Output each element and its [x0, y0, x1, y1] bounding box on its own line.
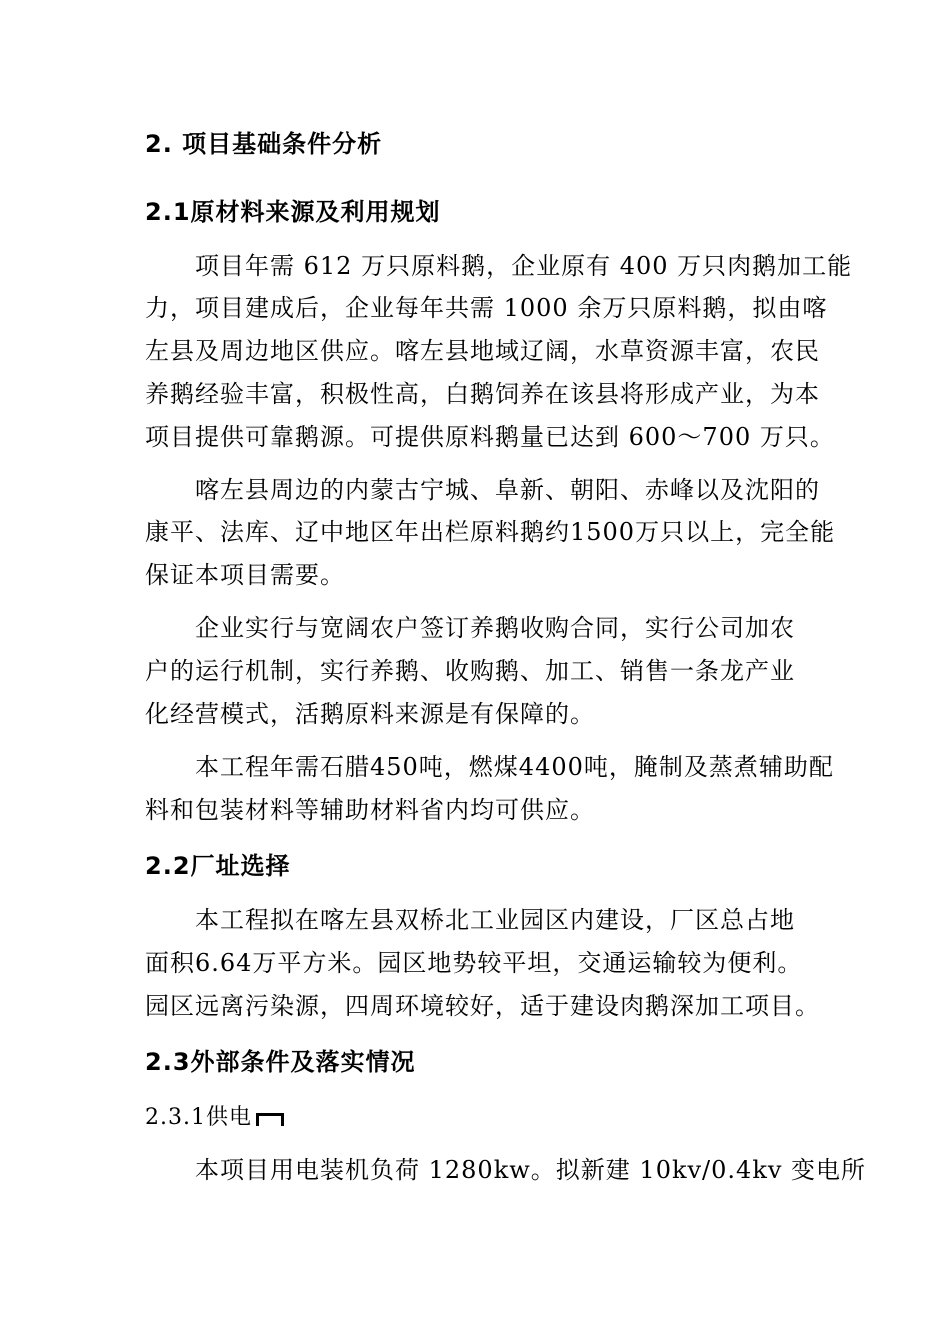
paragraph-line: 项目提供可靠鹅源。可提供原料鹅量已达到 600～700 万只。	[145, 423, 835, 451]
paragraph-line: 保证本项目需要。	[145, 561, 345, 589]
paragraph-line: 企业实行与宽阔农户签订养鹅收购合同，实行公司加农	[195, 614, 795, 642]
paragraph-line: 左县及周边地区供应。喀左县地域辽阔，水草资源丰富，农民	[145, 337, 820, 365]
paragraph-line: 料和包装材料等辅助材料省内均可供应。	[145, 796, 595, 824]
subsubsection-title-text: 2.3.1供电	[145, 1105, 252, 1130]
paragraph-line: 园区远离污染源，四周环境较好，适于建设肉鹅深加工项目。	[145, 992, 820, 1020]
paragraph-line: 面积6.64万平方米。园区地势较平坦，交通运输较为便利。	[145, 949, 803, 977]
subsection-title-2-3: 2.3外部条件及落实情况	[145, 1048, 416, 1076]
paragraph-line: 喀左县周边的内蒙古宁城、阜新、朝阳、赤峰以及沈阳的	[195, 476, 820, 504]
subsection-title-2-1: 2.1原材料来源及利用规划	[145, 198, 441, 226]
paragraph-line: 化经营模式，活鹅原料来源是有保障的。	[145, 700, 595, 728]
paragraph-line: 本工程拟在喀左县双桥北工业园区内建设，厂区总占地	[195, 906, 795, 934]
paragraph-line: 项目年需 612 万只原料鹅，企业原有 400 万只肉鹅加工能	[195, 252, 853, 280]
subsubsection-title-2-3-1	[145, 1102, 835, 1134]
paragraph-line: 本工程年需石腊450吨，燃煤4400吨，腌制及蒸煮辅助配	[195, 753, 834, 781]
section-title: 2. 项目基础条件分析	[145, 130, 383, 158]
text-cursor-mark-icon	[256, 1113, 284, 1126]
paragraph-line: 康平、法库、辽中地区年出栏原料鹅约1500万只以上，完全能	[145, 518, 836, 546]
paragraph-line: 养鹅经验丰富，积极性高，白鹅饲养在该县将形成产业，为本	[145, 380, 820, 408]
paragraph-line: 本项目用电装机负荷 1280kw。拟新建 10kv/0.4kv 变电所	[195, 1156, 867, 1184]
paragraph-line: 力，项目建成后，企业每年共需 1000 余万只原料鹅，拟由喀	[145, 294, 828, 322]
subsection-title-2-2: 2.2厂址选择	[145, 852, 291, 880]
paragraph-line: 户的运行机制，实行养鹅、收购鹅、加工、销售一条龙产业	[145, 657, 795, 685]
